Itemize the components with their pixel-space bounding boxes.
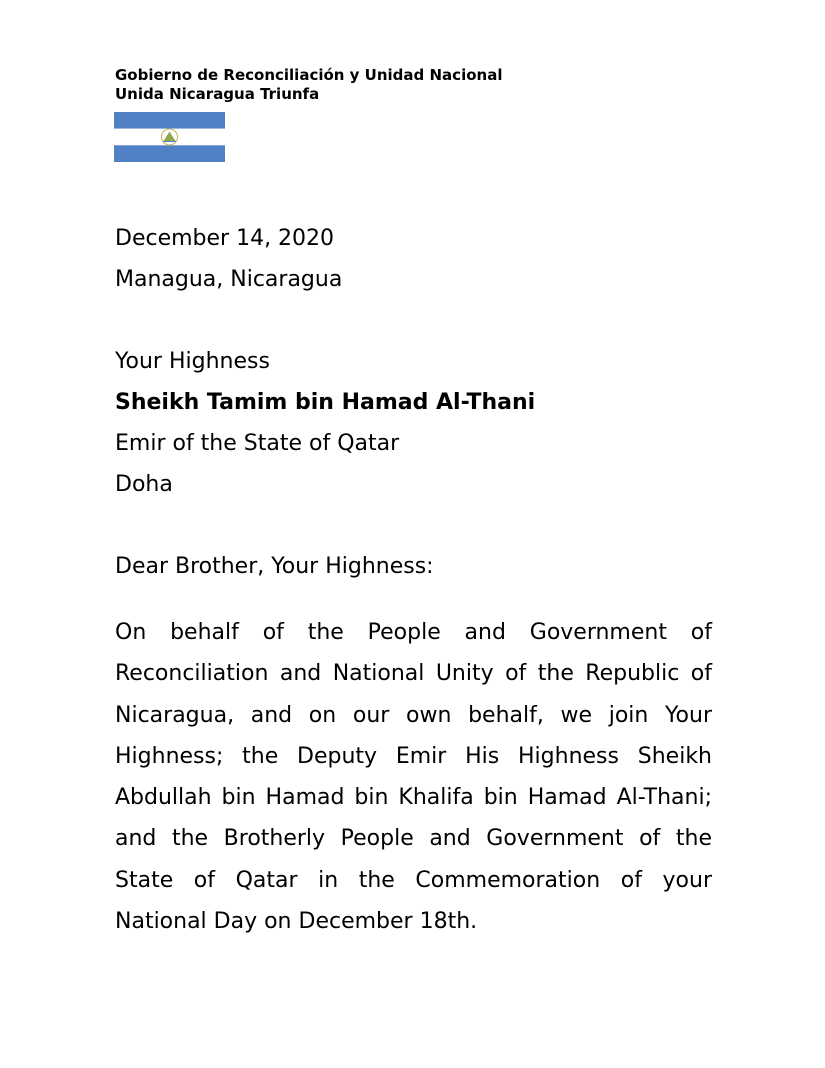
nicaragua-flag-icon	[114, 112, 225, 162]
addressee-city: Doha	[115, 472, 173, 497]
addressee-honorific: Your Highness	[115, 349, 270, 374]
letterhead-slogan: Unida Nicaragua Triunfa	[115, 85, 320, 103]
addressee-title: Emir of the State of Qatar	[115, 431, 400, 456]
salutation	[115, 546, 434, 587]
letterhead	[115, 66, 502, 104]
salutation-text: Dear Brother, Your Highness:	[115, 554, 434, 579]
addressee-name: Sheikh Tamim bin Hamad Al-Thani	[115, 390, 536, 415]
addressee-block	[115, 341, 535, 505]
body-paragraph: On behalf of the People and Government of Reconciliation and National Unity of the Republic of Nicaragua, and on our own behalf, we join Your Highness; the Deputy Emir His Highness Sheikh Abdullah bin Hamad bin Khalifa bin Hamad Al-Thani; and the Brotherly People and Government of the State of Qatar in the Commemoration of your National Day on December 18th.	[115, 620, 712, 935]
dateline	[115, 218, 342, 300]
letterhead-government-name: Gobierno de Reconciliación y Unidad Nacional	[115, 66, 503, 84]
letter-date: December 14, 2020	[115, 226, 335, 251]
letter-place: Managua, Nicaragua	[115, 267, 343, 292]
